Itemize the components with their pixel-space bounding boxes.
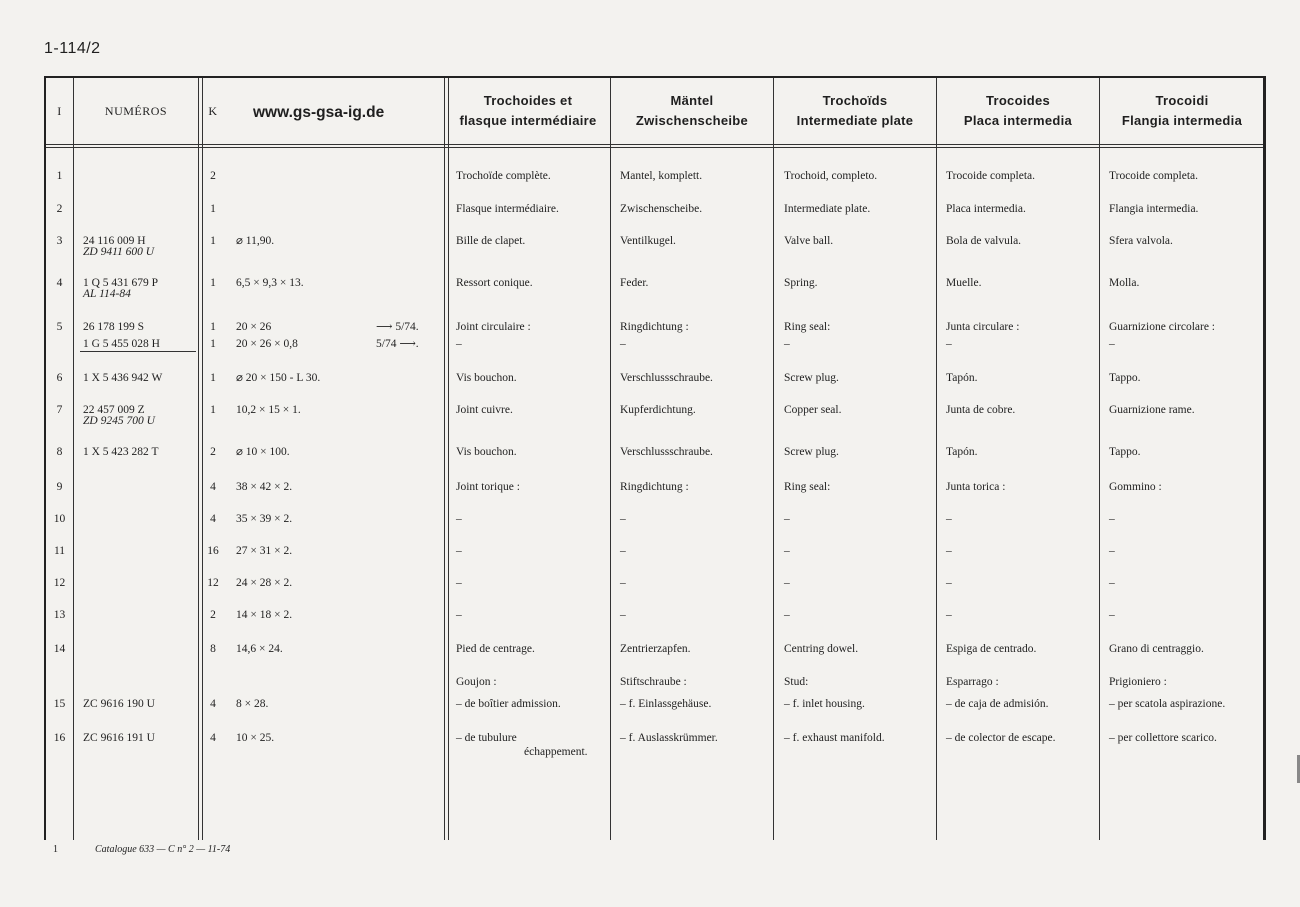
cell-fr: Joint cuivre. [456,404,513,416]
cell-num1: 1 Q 5 431 679 P [83,277,159,289]
cell-de: Verschlussschraube. [620,372,713,384]
cell-num1: 22 457 009 Z [83,404,145,416]
cell-item: 3 [56,235,63,247]
cell-de: – [620,609,626,621]
cell-es: – [946,609,952,621]
cell-de: – [620,545,626,557]
cell-k: 4 [210,481,216,493]
cell-dim: 20 × 26 [236,321,272,333]
cell-fr: Pied de centrage. [456,643,535,655]
cell-de: Feder. [620,277,649,289]
cell-dim: 10,2 × 15 × 1. [236,404,301,416]
col-divider [936,78,937,840]
header-spanish: Trocoides Placa intermedia [963,93,1073,128]
footer-catalogue: Catalogue 633 — C n° 2 — 11-74 [95,844,231,855]
cell-dim: ⌀ 10 × 100. [236,446,290,458]
cell-it: – [1109,513,1115,525]
cell-fr: Bille de clapet. [456,235,526,247]
cell-num1: 1 X 5 423 282 T [83,446,159,458]
cell-k: 1 [210,235,216,247]
cell-k: 1 [210,338,216,350]
cell-dim: ⌀ 20 × 150 - L 30. [236,372,321,384]
cell-item: 13 [53,609,66,621]
col-divider [773,78,774,840]
header-italian: Trocoidi Flangia intermedia [1121,93,1243,128]
cell-k: 2 [210,609,216,621]
cell-en: Valve ball. [784,235,834,247]
col-divider [73,78,74,840]
cell-k: 1 [210,372,216,384]
cell-num1: ZC 9616 190 U [83,698,155,710]
cell-fr: Trochoïde complète. [456,170,551,182]
cell-dim: 8 × 28. [236,698,269,710]
row-separator [80,351,196,352]
cell-it: – per scatola aspirazione. [1109,698,1226,710]
cell-de: Ringdichtung : [620,481,689,493]
cell-es: – [946,338,952,350]
cell-num2: ZD 9411 600 U [83,246,155,258]
cell-it: – per collettore scarico. [1109,732,1217,744]
cell-dim: 24 × 28 × 2. [236,577,293,589]
cell-k: 4 [210,513,216,525]
footer [53,844,231,855]
cell-de: – [620,513,626,525]
cell-en: Intermediate plate. [784,203,871,215]
cell-es: – [946,545,952,557]
watermark-url: www.gs-gsa-ig.de [253,104,385,121]
parts-table [44,76,1266,840]
cell-de: Ringdichtung : [620,321,689,333]
cell-item: 2 [56,203,63,215]
cell-en: Ring seal: [784,481,831,493]
header-numbers: NUMÉROS [104,103,168,118]
cell-en: Ring seal: [784,321,831,333]
cell-it: Sfera valvola. [1109,235,1173,247]
cell-item: 4 [56,277,63,289]
header-rule [46,144,1263,145]
cell-fr: Joint circulaire : [456,321,531,333]
cell-it: Guarnizione circolare : [1109,321,1215,333]
cell-it: Prigioniero : [1109,676,1167,688]
cell-item: 9 [56,481,63,493]
cell-num1: 24 116 009 H [83,235,146,247]
cell-item: 15 [53,698,66,710]
cell-de: – [620,338,626,350]
cell-fr: – de boîtier admission. [456,698,561,710]
cell-it: – [1109,545,1115,557]
cell-es: Junta torica : [946,481,1006,493]
cell-en: Screw plug. [784,372,839,384]
cell-k: 2 [210,170,216,182]
page-id: 1-114/2 [44,40,101,57]
cell-item: 6 [56,372,63,384]
cell-dim: 14,6 × 24. [236,643,283,655]
cell-it: Grano di centraggio. [1109,643,1204,655]
cell-dim: 27 × 31 × 2. [236,545,293,557]
cell-dim: ⌀ 11,90. [236,235,275,247]
cell-k: 4 [210,698,216,710]
cell-es: Esparrago : [946,676,999,688]
cell-en: – f. exhaust manifold. [784,732,885,744]
cell-num2: AL 114-84 [83,288,131,300]
col-divider [198,78,199,840]
cell-num1: 1 G 5 455 028 H [83,338,160,350]
cell-en: – [784,545,790,557]
cell-es: Placa intermedia. [946,203,1026,215]
footer-page-number: 1 [53,844,58,855]
cell-fr: Vis bouchon. [456,372,517,384]
cell-it: Gommino : [1109,481,1162,493]
cell-num2: ZD 9245 700 U [83,415,155,427]
cell-item: 12 [53,577,66,589]
cell-es: – de colector de escape. [946,732,1056,744]
cell-it: Tappo. [1109,372,1141,384]
cell-en: Screw plug. [784,446,839,458]
cell-num1: 1 X 5 436 942 W [83,372,163,384]
cell-de: Verschlussschraube. [620,446,713,458]
cell-item: 10 [53,513,66,525]
cell-item: 1 [56,170,63,182]
cell-en: Trochoid, completo. [784,170,878,182]
cell-fr: Goujon : [456,676,497,688]
cell-item: 14 [53,643,66,655]
cell-de: Zwischenscheibe. [620,203,703,215]
header-rule [46,147,1263,148]
col-divider [610,78,611,840]
cell-es: Muelle. [946,277,982,289]
cell-en: Stud: [784,676,809,688]
cell-de: Kupferdichtung. [620,404,696,416]
cell-en: – [784,513,790,525]
cell-fr: – de tubulure [456,732,517,744]
cell-fr: – [456,545,462,557]
cell-es: Espiga de centrado. [946,643,1037,655]
cell-de: Ventilkugel. [620,235,676,247]
cell-item: 5 [56,321,63,333]
cell-es: Tapón. [946,446,978,458]
header-german: Mäntel Zwischenscheibe [635,93,749,128]
cell-k: 1 [210,203,216,215]
cell-es: – [946,513,952,525]
cell-k: 2 [210,446,216,458]
col-divider [444,78,445,840]
cell-num1: ZC 9616 191 U [83,732,155,744]
cell-es: Junta circulare : [946,321,1020,333]
cell-fr: Joint torique : [456,481,520,493]
cell-es: – [946,577,952,589]
cell-k: 1 [210,321,216,333]
cell-k: 1 [210,404,216,416]
cell-en: – [784,577,790,589]
cell-en: – [784,609,790,621]
cell-it: Molla. [1109,277,1140,289]
cell-en: – f. inlet housing. [784,698,865,710]
cell-fr: – [456,609,462,621]
cell-it: Tappo. [1109,446,1141,458]
cell-it: Guarnizione rame. [1109,404,1195,416]
cell-item: 8 [56,446,63,458]
cell-k: 8 [210,643,216,655]
cell-it: Trocoide completa. [1109,170,1199,182]
cell-k: 1 [210,277,216,289]
cell-de: Mantel, komplett. [620,170,703,182]
cell-item: 11 [53,545,66,557]
cell-es: Tapón. [946,372,978,384]
cell-fr: Flasque intermédiaire. [456,203,559,215]
cell-dim: 14 × 18 × 2. [236,609,293,621]
cell-it: – [1109,609,1115,621]
header-qty: K [208,103,218,118]
cell-de: – f. Auslasskrümmer. [620,732,718,744]
header-item: I [57,103,62,118]
cell-fr: Ressort conique. [456,277,533,289]
cell-note: ⟶ 5/74. [376,321,419,333]
cell-en: – [784,338,790,350]
cell-fr: échappement. [524,746,588,758]
cell-es: Trocoide completa. [946,170,1036,182]
cell-item: 7 [56,404,63,416]
cell-fr: – [456,513,462,525]
cell-dim: 35 × 39 × 2. [236,513,293,525]
cell-item: 16 [53,732,66,744]
header-french: Trochoides et flasque intermédiaire [459,93,597,128]
cell-it: – [1109,577,1115,589]
cell-de: Stiftschraube : [620,676,687,688]
cell-num1: 26 178 199 S [83,321,145,333]
header-english: Trochoïds Intermediate plate [796,93,914,128]
cell-de: Zentrierzapfen. [620,643,691,655]
cell-es: – de caja de admisión. [946,698,1049,710]
cell-dim: 38 × 42 × 2. [236,481,293,493]
cell-dim: 6,5 × 9,3 × 13. [236,277,304,289]
cell-dim: 10 × 25. [236,732,275,744]
cell-k: 4 [210,732,216,744]
cell-it: Flangia intermedia. [1109,203,1199,215]
cell-k: 16 [207,545,219,557]
col-divider [1099,78,1100,840]
cell-fr: Vis bouchon. [456,446,517,458]
cell-en: Spring. [784,277,818,289]
cell-fr: – [456,338,462,350]
cell-note: 5/74 ⟶. [376,338,419,350]
cell-en: Centring dowel. [784,643,859,655]
cell-k: 12 [207,577,219,589]
cell-de: – f. Einlassgehäuse. [620,698,712,710]
cell-fr: – [456,577,462,589]
cell-dim: 20 × 26 × 0,8 [236,338,298,350]
cell-it: – [1109,338,1115,350]
cell-es: Junta de cobre. [946,404,1016,416]
cell-es: Bola de valvula. [946,235,1022,247]
cell-de: – [620,577,626,589]
cell-en: Copper seal. [784,404,842,416]
